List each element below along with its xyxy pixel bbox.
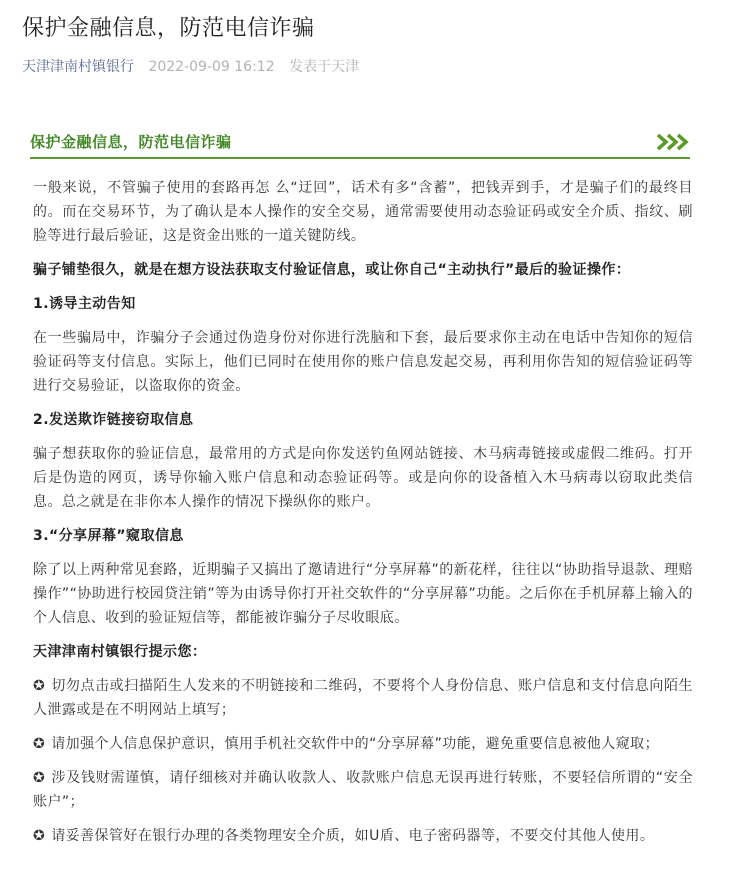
- section-heading: 保护金融信息，防范电信诈骗: [30, 133, 232, 151]
- triple-chevron-right-icon: [656, 132, 690, 152]
- tip-text: 切勿点击或扫描陌生人发来的不明链接和二维码，不要将个人身份信息、账户信息和支付信息向陌生人泄露或是在不明网站上填写；: [33, 678, 693, 718]
- tip-item: [33, 674, 693, 722]
- section-heading-bar: [30, 127, 690, 159]
- tips-heading: 天津津南村镇银行提示您：: [33, 644, 207, 660]
- tip-text: 请妥善保管好在银行办理的各类物理安全介质，如U盾、电子密码器等，不要交付其他人使用。: [51, 828, 655, 844]
- tip-text: 涉及钱财需谨慎，请仔细核对并确认收款人、收款账户信息无误再进行转账，不要轻信所谓的“安全账户”；: [33, 770, 693, 810]
- author-link[interactable]: 天津津南村镇银行: [22, 59, 134, 75]
- publish-location: 发表于天津: [289, 59, 360, 75]
- body-paragraph-2: 骗子想获取你的验证信息，最常用的方式是向你发送钓鱼网站链接、木马病毒链接或虚假二维码。打开后是伪造的网页，诱导你输入账户信息和动态验证码等。或是向你的设备植入木马病毒以窃取此类信息。总之就是在非你本人操作的情况下操纵你的账户。: [33, 446, 693, 510]
- body-paragraph-1: 在一些骗局中，诈骗分子会通过伪造身份对你进行洗脑和下套，最后要求你主动在电话中告知你的短信验证码等支付信息。实际上，他们已同时在使用你的账户信息发起交易，再利用你告知的短信验证码等进行交易验证，以盗取你的资金。: [33, 330, 693, 394]
- article-meta: [22, 57, 359, 77]
- star-bullet-icon: ✪: [33, 828, 46, 844]
- tip-text: 请加强个人信息保护意识，慎用手机社交软件中的“分享屏幕”功能，避免重要信息被他人窥取；: [51, 736, 660, 752]
- tip-item: [33, 732, 693, 756]
- tip-item: [33, 824, 693, 848]
- article-title: 保护金融信息，防范电信诈骗: [22, 16, 315, 41]
- body-paragraph-3: 除了以上两种常见套路，近期骗子又搞出了邀请进行“分享屏幕”的新花样，往往以“协助指导退款、理赔操作”“协助进行校园贷注销”等为由诱导你打开社交软件的“分享屏幕”功能。之后你在手机屏幕上输入的个人信息、收到的验证短信等，都能被诈骗分子尽收眼底。: [33, 562, 693, 626]
- article-body: [33, 176, 693, 858]
- publish-date: 2022-09-09 16:12: [148, 59, 275, 75]
- subheading-3: 3.“分享屏幕”窥取信息: [33, 528, 184, 544]
- lead-statement: 骗子铺垫很久，就是在想方设法获取支付验证信息，或让你自己“主动执行”最后的验证操作：: [33, 262, 631, 278]
- star-bullet-icon: ✪: [33, 770, 46, 786]
- star-bullet-icon: ✪: [33, 736, 46, 752]
- subheading-1: 1.诱导主动告知: [33, 296, 136, 312]
- tip-item: [33, 766, 693, 814]
- star-bullet-icon: ✪: [33, 678, 46, 694]
- intro-paragraph: 一般来说，不管骗子使用的套路再怎 么“迂回”，话术有多“含蓄”，把钱弄到手，才是骗子们的最终目的。而在交易环节，为了确认是本人操作的安全交易，通常需要使用动态验证码或安全介质、指纹、刷脸等进行最后验证，这是资金出账的一道关键防线。: [33, 180, 693, 244]
- subheading-2: 2.发送欺诈链接窃取信息: [33, 412, 194, 428]
